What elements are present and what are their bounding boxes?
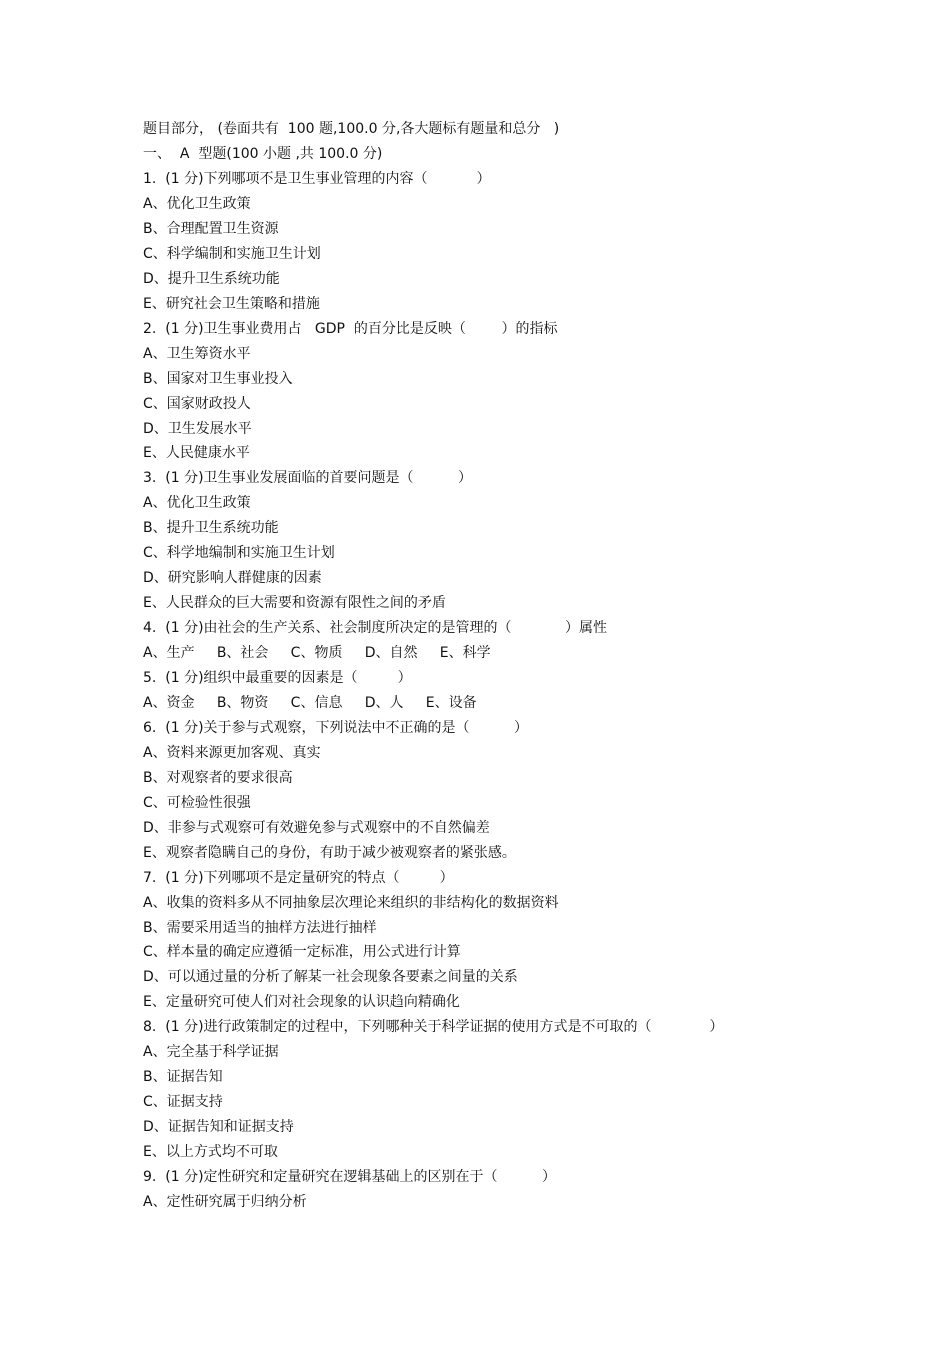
page-header: 题目部分， (卷面共有 100 题,100.0 分,各大题标有题量和总分 ) — [143, 121, 560, 137]
question-stem: 6. (1 分)关于参与式观察，下列说法中不正确的是（ ） — [143, 719, 529, 736]
answer-option: D、非参与式观察可有效避免参与式观察中的不自然偏差 — [143, 819, 490, 836]
answer-option: C、样本量的确定应遵循一定标准，用公式进行计算 — [143, 944, 461, 961]
question-stem: 2. (1 分)卫生事业费用占 GDP 的百分比是反映（ ）的指标 — [143, 320, 558, 337]
answer-option: D、证据告知和证据支持 — [143, 1119, 294, 1136]
answer-option: C、证据支持 — [143, 1094, 223, 1111]
answer-option: B、证据告知 — [143, 1069, 223, 1086]
answer-option: A、定性研究属于归纳分析 — [143, 1193, 307, 1210]
answer-option: B、需要采用适当的抽样方法进行抽样 — [143, 919, 377, 936]
question-stem: 8. (1 分)进行政策制定的过程中，下列哪种关于科学证据的使用方式是不可取的（ ） — [143, 1019, 724, 1036]
answer-option: B、对观察者的要求很高 — [143, 769, 293, 786]
question-stem: 1. (1 分)下列哪项不是卫生事业管理的内容（ ） — [143, 171, 491, 187]
answer-option: E、以上方式均不可取 — [143, 1144, 278, 1161]
answer-option: A、生产 B、社会 C、物质 D、自然 E、科学 — [143, 645, 491, 662]
answer-option: A、资金 B、物资 C、信息 D、人 E、设备 — [143, 694, 477, 711]
answer-option: E、观察者隐瞒自己的身份，有助于减少被观察者的紧张感。 — [143, 844, 516, 861]
question-stem: 9. (1 分)定性研究和定量研究在逻辑基础上的区别在于（ ） — [143, 1169, 557, 1185]
answer-option: A、完全基于科学证据 — [143, 1044, 279, 1061]
answer-option: A、收集的资料多从不同抽象层次理论来组织的非结构化的数据资料 — [143, 894, 559, 911]
question-stem: 4. (1 分)由社会的生产关系、社会制度所决定的是管理的（ ）属性 — [143, 620, 607, 637]
question-stem: 5. (1 分)组织中最重要的因素是（ ） — [143, 670, 412, 686]
answer-option: C、国家财政投人 — [143, 395, 251, 412]
answer-option: C、可检验性很强 — [143, 794, 251, 811]
answer-option: D、研究影响人群健康的因素 — [143, 570, 322, 587]
answer-option: E、人民群众的巨大需要和资源有限性之间的矛盾 — [143, 595, 446, 612]
question-stem: 7. (1 分)下列哪项不是定量研究的特点（ ） — [143, 869, 454, 886]
answer-option: A、卫生筹资水平 — [143, 345, 251, 362]
answer-option: E、定量研究可使人们对社会现象的认识趋向精确化 — [143, 994, 460, 1011]
answer-option: C、科学地编制和实施卫生计划 — [143, 545, 335, 562]
section-title: 一、 A 型题(100 小题 ,共 100.0 分) — [143, 146, 383, 162]
answer-option: D、可以通过量的分析了解某一社会现象各要素之间量的关系 — [143, 969, 518, 986]
answer-option: C、科学编制和实施卫生计划 — [143, 245, 321, 262]
question-stem: 3. (1 分)卫生事业发展面临的首要问题是（ ） — [143, 470, 473, 487]
answer-option: B、国家对卫生事业投入 — [143, 370, 293, 387]
answer-option: E、人民健康水平 — [143, 445, 250, 462]
answer-option: B、合理配置卫生资源 — [143, 220, 279, 237]
answer-option: D、卫生发展水平 — [143, 420, 252, 437]
answer-option: D、提升卫生系统功能 — [143, 270, 280, 287]
answer-option: A、资料来源更加客观、真实 — [143, 744, 321, 761]
answer-option: E、研究社会卫生策略和措施 — [143, 295, 320, 312]
answer-option: B、提升卫生系统功能 — [143, 520, 279, 537]
answer-option: A、优化卫生政策 — [143, 195, 251, 212]
answer-option: A、优化卫生政策 — [143, 495, 251, 512]
